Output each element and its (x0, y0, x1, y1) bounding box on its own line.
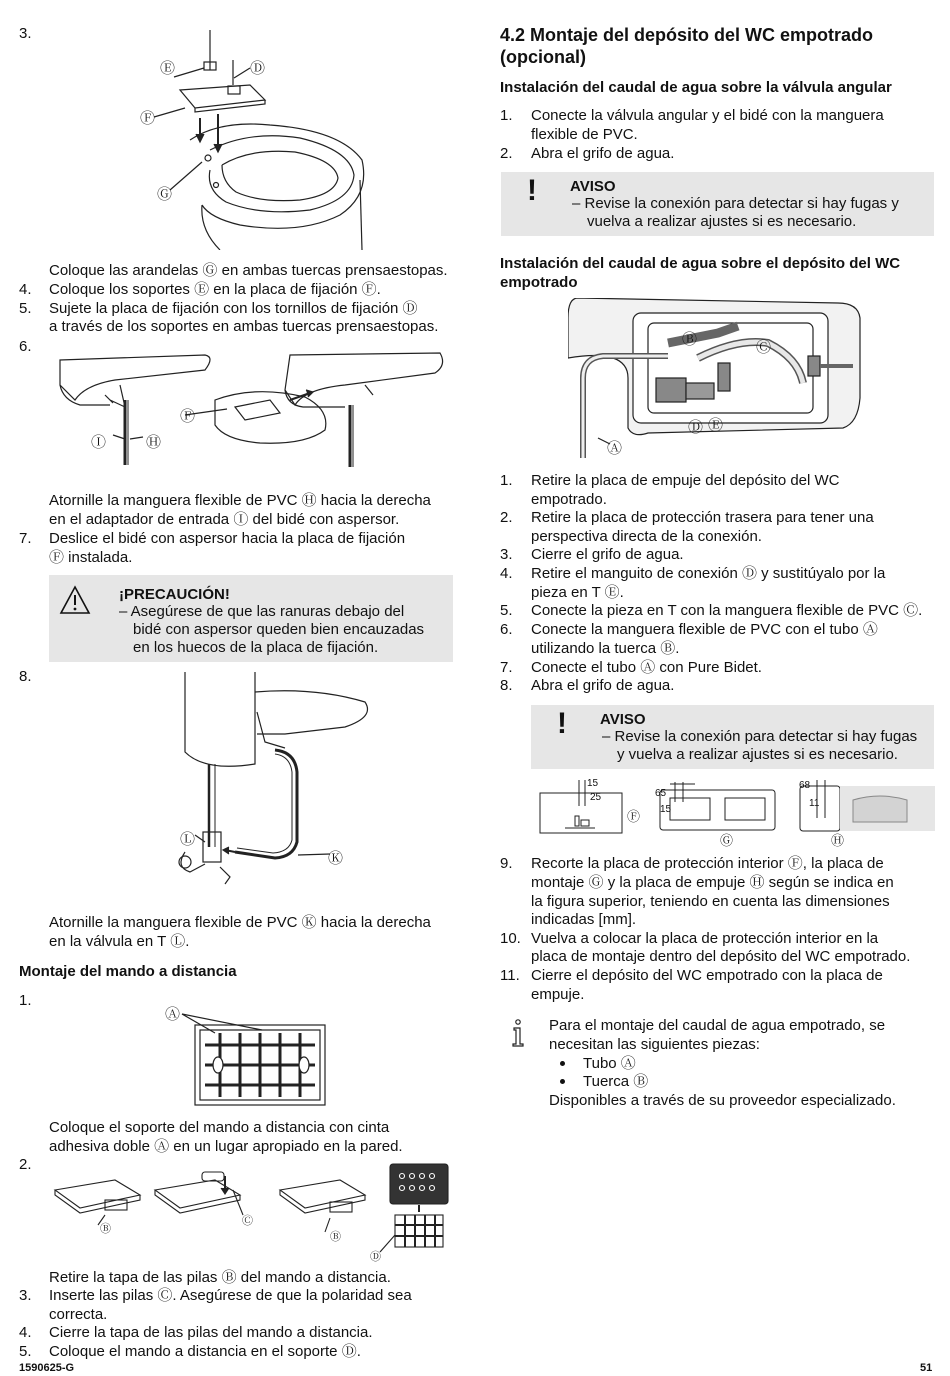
remote-step-2-number: 2. (19, 1156, 32, 1173)
label-K: Ⓚ (328, 850, 344, 867)
label-G-cut: Ⓖ (720, 833, 734, 848)
notice-1-line-1: – Revise la conexión para detectar si hay fugas y (572, 195, 899, 212)
notice-2-title: AVISO (600, 711, 646, 728)
tank-step-8-text: Abra el grifo de agua. (531, 677, 675, 694)
tank-step-11-number: 11. (500, 967, 520, 984)
tank-step-2-line-2: perspectiva directa de la conexión. (531, 528, 762, 545)
tank-step-1-number: 1. (500, 472, 513, 489)
tank-heading-line-2: empotrado (500, 274, 578, 291)
step-4-number: 4. (19, 281, 32, 298)
step-5-line-1: Sujete la placa de fijación con los tornillos de fijación Ⓓ (49, 300, 418, 317)
tank-step-11-line-1: Cierre el depósito del WC empotrado con la placa de (531, 967, 883, 984)
remote-step-3-line-1: Inserte las pilas Ⓒ. Asegúrese de que la polaridad sea (49, 1287, 412, 1304)
caution-title: ¡PRECAUCIÓN! (119, 586, 230, 603)
notice-2-line-1: – Revise la conexión para detectar si hay fugas (602, 728, 918, 745)
info-line-2: necesitan las siguientes piezas: (549, 1036, 760, 1053)
label-F-2: Ⓕ (180, 408, 196, 425)
remote-step-5-number: 5. (19, 1343, 32, 1360)
step-3-number: 3. (19, 25, 32, 42)
step-8-line-1: Atornille la manguera flexible de PVC Ⓚ hacia la derecha (49, 914, 431, 931)
caution-line-2: bidé con aspersor queden bien encauzadas (133, 621, 425, 638)
section-title-line-1: 4.2 Montaje del depósito del WC empotrado (500, 25, 874, 45)
tank-step-6-line-1: Conecte la manguera flexible de PVC con el tubo Ⓐ (531, 621, 878, 638)
label-F-cut: Ⓕ (627, 809, 641, 824)
exclamation-icon: ! (527, 174, 537, 207)
figure-remote-holder (160, 1000, 330, 1110)
label-E: Ⓔ (160, 60, 176, 77)
notice-2-line-2: y vuelva a realizar ajustes si es necesario. (617, 746, 898, 763)
info-line-3: Disponibles a través de su proveedor especializado. (549, 1092, 896, 1109)
step-8-line-2: en la válvula en T Ⓛ. (49, 933, 190, 950)
label-H: Ⓗ (146, 434, 162, 451)
tank-step-1-line-1: Retire la placa de empuje del depósito del WC (531, 472, 840, 489)
remote-step-1-line-2: adhesiva doble Ⓐ en un lugar apropiado en la pared. (49, 1138, 403, 1155)
tank-step-7-number: 7. (500, 659, 513, 676)
bullet-dot (560, 1061, 565, 1066)
remote-step-1-line-1: Coloque el soporte del mando a distancia con cinta (49, 1119, 390, 1136)
angle-step-1-line-2: flexible de PVC. (531, 126, 638, 143)
tank-step-11-line-2: empuje. (531, 986, 585, 1003)
warning-triangle-icon (59, 585, 91, 615)
step-6-line-1: Atornille la manguera flexible de PVC Ⓗ hacia la derecha (49, 492, 431, 509)
label-F: Ⓕ (140, 110, 156, 127)
label-G: Ⓖ (157, 186, 173, 203)
figure-t-valve (165, 672, 385, 902)
label-B-remote: Ⓑ (100, 1223, 111, 1235)
label-H-cut: Ⓗ (831, 833, 845, 848)
remote-step-2-text: Retire la tapa de las pilas Ⓑ del mando a distancia. (49, 1269, 391, 1286)
info-bullet-2: Tuerca Ⓑ (583, 1073, 649, 1090)
figure-hose-inlet (55, 345, 450, 480)
label-L: Ⓛ (180, 831, 196, 848)
step-7-line-2: Ⓕ instalada. (49, 549, 133, 566)
label-B-remote-2: Ⓑ (330, 1231, 341, 1243)
tank-step-9-number: 9. (500, 855, 513, 872)
tank-step-6-number: 6. (500, 621, 513, 638)
step-8-number: 8. (19, 668, 32, 685)
label-E-cistern: Ⓔ (708, 417, 724, 434)
notice-1-line-2: vuelva a realizar ajustes si es necesario. (587, 213, 857, 230)
tank-step-9-line-2: montaje Ⓖ y la placa de empuje Ⓗ según se indica en (531, 874, 894, 891)
info-bullet-1: Tubo Ⓐ (583, 1055, 636, 1072)
label-B-cistern: Ⓑ (682, 331, 698, 348)
tank-step-2-line-1: Retire la placa de protección trasera para tener una (531, 509, 874, 526)
info-icon (510, 1018, 526, 1048)
tank-step-10-line-2: placa de montaje dentro del depósito del WC empotrado. (531, 948, 911, 965)
label-C-cistern: Ⓒ (756, 339, 772, 356)
tank-step-9-line-4: indicadas [mm]. (531, 911, 637, 928)
figure-battery-sequence (50, 1160, 455, 1263)
dim-65: 65 (655, 788, 667, 799)
step-4-text: Coloque los soportes Ⓔ en la placa de fijación Ⓕ. (49, 281, 381, 298)
footer-page-number: 51 (920, 1362, 933, 1374)
tank-step-3-text: Cierre el grifo de agua. (531, 546, 684, 563)
figure-cistern-connection (568, 298, 863, 460)
label-D-cistern: Ⓓ (688, 419, 704, 436)
step-7-number: 7. (19, 530, 32, 547)
info-line-1: Para el montaje del caudal de agua empotrado, se (549, 1017, 886, 1034)
remote-step-4-number: 4. (19, 1324, 32, 1341)
bullet-dot (560, 1079, 565, 1084)
tank-step-10-line-1: Vuelva a colocar la placa de protección interior en la (531, 930, 879, 947)
label-D-remote: Ⓓ (370, 1251, 381, 1263)
dim-25: 25 (590, 792, 602, 803)
label-C-remote: Ⓒ (242, 1215, 253, 1227)
remote-step-4-text: Cierre la tapa de las pilas del mando a distancia. (49, 1324, 373, 1341)
remote-heading: Montaje del mando a distancia (19, 963, 237, 980)
label-I: Ⓘ (91, 434, 107, 451)
tank-step-3-number: 3. (500, 546, 513, 563)
angle-step-1-line-1: Conecte la válvula angular y el bidé con la manguera (531, 107, 884, 124)
tank-step-4-line-1: Retire el manguito de conexión Ⓓ y sustitúyalo por la (531, 565, 886, 582)
tank-heading-line-1: Instalación del caudal de agua sobre el depósito del WC (500, 255, 901, 272)
caution-line-3: en los huecos de la placa de fijación. (133, 639, 379, 656)
notice-box-1 (501, 172, 934, 236)
notice-1-title: AVISO (570, 178, 616, 195)
tank-step-10-number: 10. (500, 930, 521, 947)
remote-step-5-text: Coloque el mando a distancia en el soporte Ⓓ. (49, 1343, 361, 1360)
figure-fixing-plate (130, 30, 390, 250)
remote-step-1-number: 1. (19, 992, 32, 1009)
tank-step-4-line-2: pieza en T Ⓔ. (531, 584, 624, 601)
step-6-number: 6. (19, 338, 32, 355)
tank-step-1-line-2: empotrado. (531, 491, 607, 508)
label-A-cistern: Ⓐ (607, 440, 623, 457)
dim-11: 11 (809, 798, 820, 809)
angle-step-1-number: 1. (500, 107, 513, 124)
tank-step-2-number: 2. (500, 509, 513, 526)
step-7-line-1: Deslice el bidé con aspersor hacia la placa de fijación (49, 530, 406, 547)
tank-step-8-number: 8. (500, 677, 513, 694)
tank-step-9-line-1: Recorte la placa de protección interior Ⓕ, la placa de (531, 855, 884, 872)
step-5-number: 5. (19, 300, 32, 317)
step-3-caption: Coloque las arandelas Ⓖ en ambas tuercas prensaestopas. (49, 262, 448, 279)
caution-line-1: – Asegúrese de que las ranuras debajo del (119, 603, 405, 620)
step-6-line-2: en el adaptador de entrada Ⓘ del bidé con aspersor. (49, 511, 400, 528)
remote-step-3-line-2: correcta. (49, 1306, 108, 1323)
figure-cutting-dimensions (535, 778, 935, 848)
caution-box (49, 575, 453, 662)
label-A: Ⓐ (165, 1006, 181, 1023)
angle-step-2-number: 2. (500, 145, 513, 162)
step-5-line-2: a través de los soportes en ambas tuercas prensaestopas. (49, 318, 439, 335)
section-title-line-2: (opcional) (500, 47, 586, 67)
dim-15: 15 (587, 778, 599, 789)
label-D: Ⓓ (250, 60, 266, 77)
angle-step-2-text: Abra el grifo de agua. (531, 145, 675, 162)
footer-doc-id: 1590625-G (19, 1362, 75, 1374)
tank-step-5-number: 5. (500, 602, 513, 619)
tank-step-4-number: 4. (500, 565, 513, 582)
exclamation-icon-2: ! (557, 707, 567, 740)
notice-box-2 (531, 705, 934, 769)
tank-step-9-line-3: la figura superior, teniendo en cuenta las dimensiones (531, 893, 890, 910)
dim-15b: 15 (660, 804, 672, 815)
tank-step-5-text: Conecte la pieza en T con la manguera flexible de PVC Ⓒ. (531, 602, 923, 619)
tank-step-7-text: Conecte el tubo Ⓐ con Pure Bidet. (531, 659, 762, 676)
angle-valve-heading: Instalación del caudal de agua sobre la válvula angular (500, 79, 892, 96)
tank-step-6-line-2: utilizando la tuerca Ⓑ. (531, 640, 680, 657)
dim-68: 68 (799, 780, 811, 791)
remote-step-3-number: 3. (19, 1287, 32, 1304)
